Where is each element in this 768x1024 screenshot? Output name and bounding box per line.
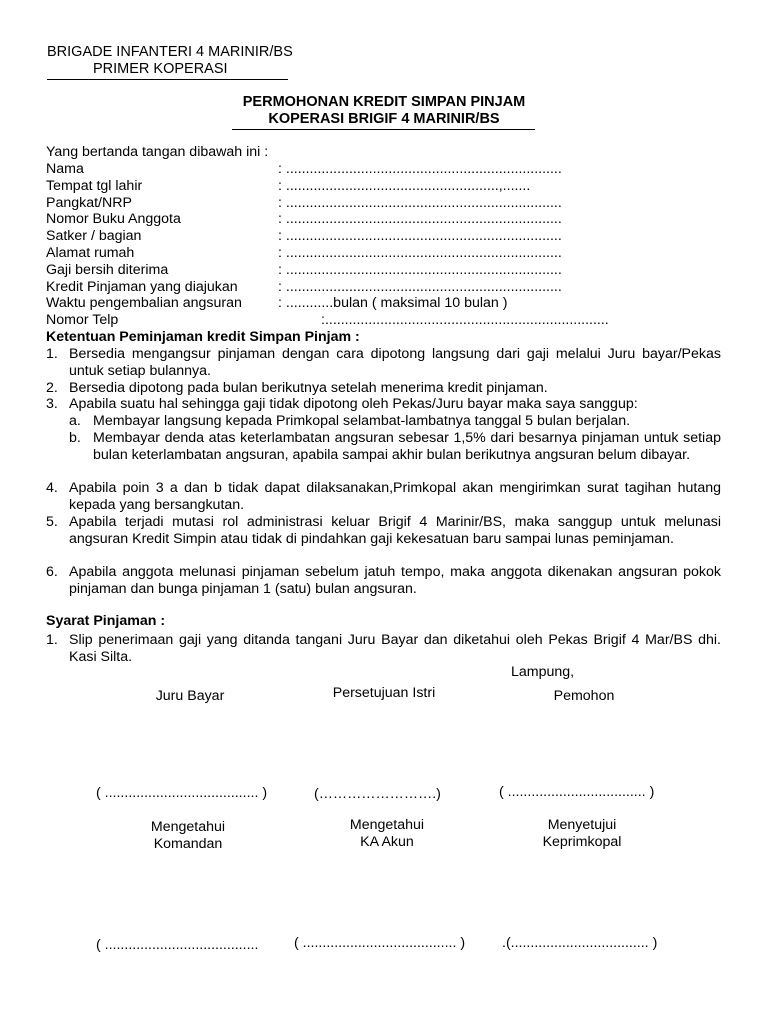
title-underline	[232, 129, 535, 130]
list-subnumber: b.	[69, 430, 81, 446]
org-name: BRIGADE INFANTERI 4 MARINIR/BS	[47, 44, 293, 60]
field-row	[46, 312, 609, 329]
field-label-nomor-buku-anggota: Nomor Buku Anggota	[46, 211, 181, 227]
sig-title-persetujuan-istri: Persetujuan Istri	[332, 685, 436, 701]
document-subtitle: KOPERASI BRIGIF 4 MARINIR/BS	[268, 111, 500, 127]
sig-title-mengetahui-komandan	[128, 819, 248, 853]
field-label-waktu-pengembalian: Waktu pengembalian angsuran	[46, 295, 242, 311]
list-text: Apabila anggota melunasi pinjaman sebelum jatuh tempo, maka anggota dikenakan angsuran pokok pinjaman dan bunga pinjaman 1 (satu) bulan angsuran.	[69, 564, 721, 597]
field-row	[46, 195, 606, 212]
field-row	[46, 211, 606, 228]
list-number: 1.	[46, 632, 58, 648]
sig-line-juru-bayar[interactable]: ( ....................................... )	[96, 785, 268, 801]
list-text: Apabila suatu hal sehingga gaji tidak dipotong oleh Pekas/Juru bayar maka saya sanggup:	[69, 396, 638, 412]
field-label-kredit-pinjaman: Kredit Pinjaman yang diajukan	[46, 279, 238, 295]
field-row	[46, 245, 606, 262]
terms-heading: Ketentuan Peminjaman kredit Simpan Pinjam :	[46, 329, 360, 345]
sig-line-keprimkopal[interactable]: .(................................... )	[502, 935, 658, 951]
list-text: Bersedia dipotong pada bulan berikutnya setelah menerima kredit pinjaman.	[69, 380, 548, 396]
document-title: PERMOHONAN KREDIT SIMPAN PINJAM	[242, 94, 526, 110]
requirements-heading: Syarat Pinjaman :	[46, 613, 166, 629]
field-value-pangkat-nrp[interactable]: : ......................................................................	[278, 195, 562, 211]
sig-line-pemohon[interactable]: ( ................................... )	[499, 784, 655, 800]
field-label-nomor-telp: Nomor Telp	[46, 312, 119, 328]
field-label-pangkat-nrp: Pangkat/NRP	[46, 195, 132, 211]
list-number: 3.	[46, 396, 58, 412]
field-value-alamat-rumah[interactable]: : ......................................................................	[278, 245, 562, 261]
place-text: Lampung,	[511, 664, 575, 680]
sig-title-line: Menyetujui	[547, 817, 617, 833]
sig-title-mengetahui-ka-akun	[327, 817, 447, 851]
sig-title-line: Komandan	[153, 836, 223, 852]
list-text: Membayar denda atas keterlambatan angsuran sebesar 1,5% dari besarnya pinjaman untuk setiap bulan keterlambatan angsuran, apabila sampai akhir bulan berikutnya angsuran belum dibayar.	[93, 430, 721, 463]
sig-line-komandan[interactable]: ( .......................................	[96, 937, 259, 953]
field-row	[46, 178, 606, 195]
field-label-alamat-rumah: Alamat rumah	[46, 245, 135, 261]
list-text: Bersedia mengangsur pinjaman dengan cara dipotong langsung dari gaji melalui Juru bayar/Pekas untuk setiap bulannya.	[69, 346, 721, 379]
list-text: Membayar langsung kepada Primkopal selambat-lambatnya tanggal 5 bulan berjalan.	[93, 413, 631, 429]
list-number: 6.	[46, 564, 58, 580]
intro-text: Yang bertanda tangan dibawah ini :	[46, 144, 269, 160]
field-row	[46, 295, 606, 312]
field-value-nama[interactable]: : ......................................................................	[278, 161, 562, 177]
field-label-tempat-tgl-lahir: Tempat tgl lahir	[46, 178, 143, 194]
sig-title-pemohon: Pemohon	[553, 688, 615, 704]
field-label-satker-bagian: Satker / bagian	[46, 228, 142, 244]
field-row	[46, 279, 606, 296]
sig-title-line: Mengetahui	[349, 817, 425, 833]
list-text: Apabila poin 3 a dan b tidak dapat dilaksanakan,Primkopal akan mengirimkan surat tagihan hutang kepada yang bersangkutan.	[69, 480, 721, 513]
field-row	[46, 161, 606, 178]
field-label-nama: Nama	[46, 161, 84, 177]
field-value-gaji-bersih[interactable]: : ......................................................................	[278, 262, 562, 278]
field-label-gaji-bersih: Gaji bersih diterima	[46, 262, 169, 278]
list-text: Apabila terjadi mutasi rol administrasi keluar Brigif 4 Marinir/BS, maka sanggup untuk melunasi angsuran Kredit Simpin atau tidak di pindahkan gaji kekesatuan baru sampai lunas peminjaman.	[69, 514, 721, 547]
sig-title-juru-bayar: Juru Bayar	[155, 688, 225, 704]
list-text: Slip penerimaan gaji yang ditanda tangani Juru Bayar dan diketahui oleh Pekas Brigif 4 Mar/BS dhi. Kasi Silta.	[69, 632, 721, 665]
field-value-kredit-pinjaman[interactable]: : ......................................................................	[278, 279, 562, 295]
field-value-nomor-telp[interactable]: :........................................................................	[321, 312, 609, 328]
unit-name: PRIMER KOPERASI	[93, 61, 228, 77]
list-number: 2.	[46, 380, 58, 396]
field-row	[46, 262, 606, 279]
list-number: 4.	[46, 480, 58, 496]
sig-line-persetujuan-istri[interactable]: (…………………….)	[314, 786, 441, 802]
field-value-satker-bagian[interactable]: : ......................................................................	[278, 228, 562, 244]
sig-title-line: Keprimkopal	[542, 834, 622, 850]
header-underline	[47, 79, 288, 80]
sig-title-line: Mengetahui	[150, 819, 226, 835]
list-subnumber: a.	[69, 413, 81, 429]
field-value-waktu-pengembalian[interactable]: : ............bulan ( maksimal 10 bulan )	[278, 295, 508, 311]
sig-title-menyetujui-keprimkopal	[522, 817, 642, 851]
field-row	[46, 228, 606, 245]
list-number: 5.	[46, 514, 58, 530]
field-value-nomor-buku-anggota[interactable]: : ......................................................................	[278, 211, 562, 227]
sig-title-line: KA Akun	[360, 834, 414, 850]
field-value-tempat-tgl-lahir[interactable]: : ......................................................,.......	[278, 178, 531, 194]
sig-line-ka-akun[interactable]: ( ....................................... )	[294, 935, 466, 951]
list-number: 1.	[46, 346, 58, 362]
